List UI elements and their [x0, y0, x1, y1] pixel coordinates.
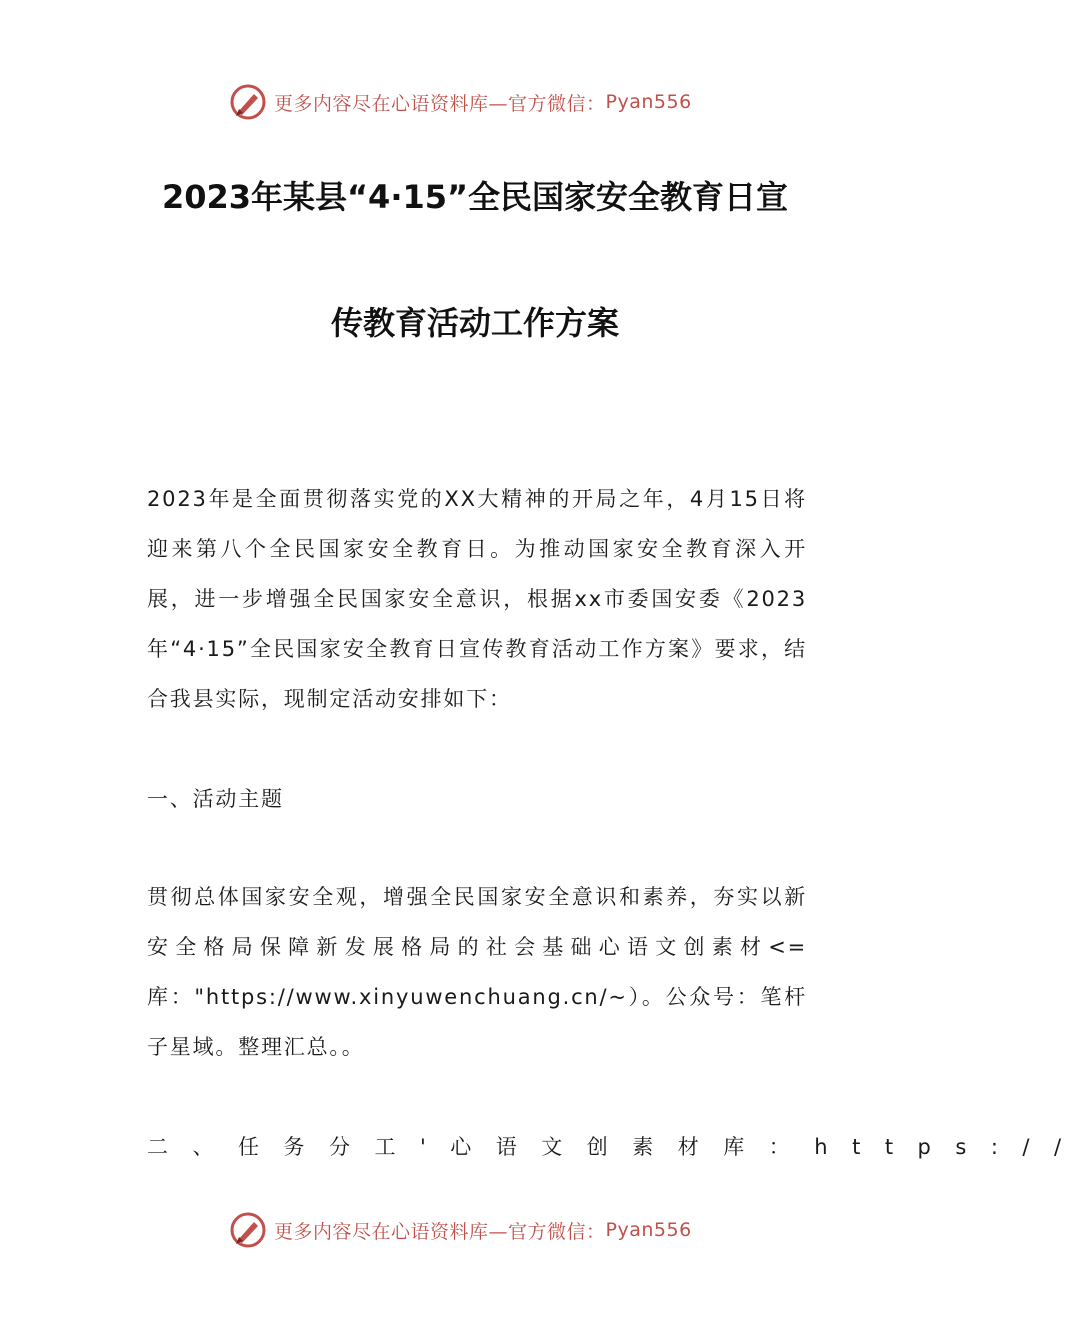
section-1-heading: 一、活动主题: [147, 787, 284, 811]
intro-paragraph: 2023年是全面贯彻落实党的XX大精神的开局之年，4月15日将迎来第八个全民国家安全教育日。为推动国家安全教育深入开展，进一步增强全民国家安全意识，根据xx市委国安委《2023年“4·15”全民国家安全教育日宣传教育活动工作方案》要求，结合我县实际，现制定活动安排如下：: [147, 487, 807, 711]
document-title-line-1: 2023年某县“4·15”全民国家安全教育日宣: [161, 178, 789, 216]
banner-wechat-id: Pyan556: [605, 1219, 692, 1241]
pen-logo-icon: [228, 1210, 268, 1250]
pen-logo-icon: [228, 82, 268, 122]
banner-text: 更多内容尽在心语资料库—官方微信：: [274, 92, 606, 115]
footer-banner: [228, 1208, 748, 1252]
banner-text: 更多内容尽在心语资料库—官方微信：: [274, 1220, 606, 1243]
section-1-paragraph: 贯彻总体国家安全观，增强全民国家安全意识和素养，夯实以新安全格局保障新发展格局的社会基础心语文创素材<=库："https://www.xinyuwenchuang.cn/~）。公众号：笔杆子星域。整理汇总。。: [147, 885, 807, 1059]
document-title-line-2: 传教育活动工作方案: [330, 304, 619, 342]
banner-wechat-id: Pyan556: [605, 91, 692, 113]
header-banner: [228, 80, 748, 124]
section-2-heading: 二、任务分工'心语文创素材库：https://: [147, 1135, 1086, 1159]
